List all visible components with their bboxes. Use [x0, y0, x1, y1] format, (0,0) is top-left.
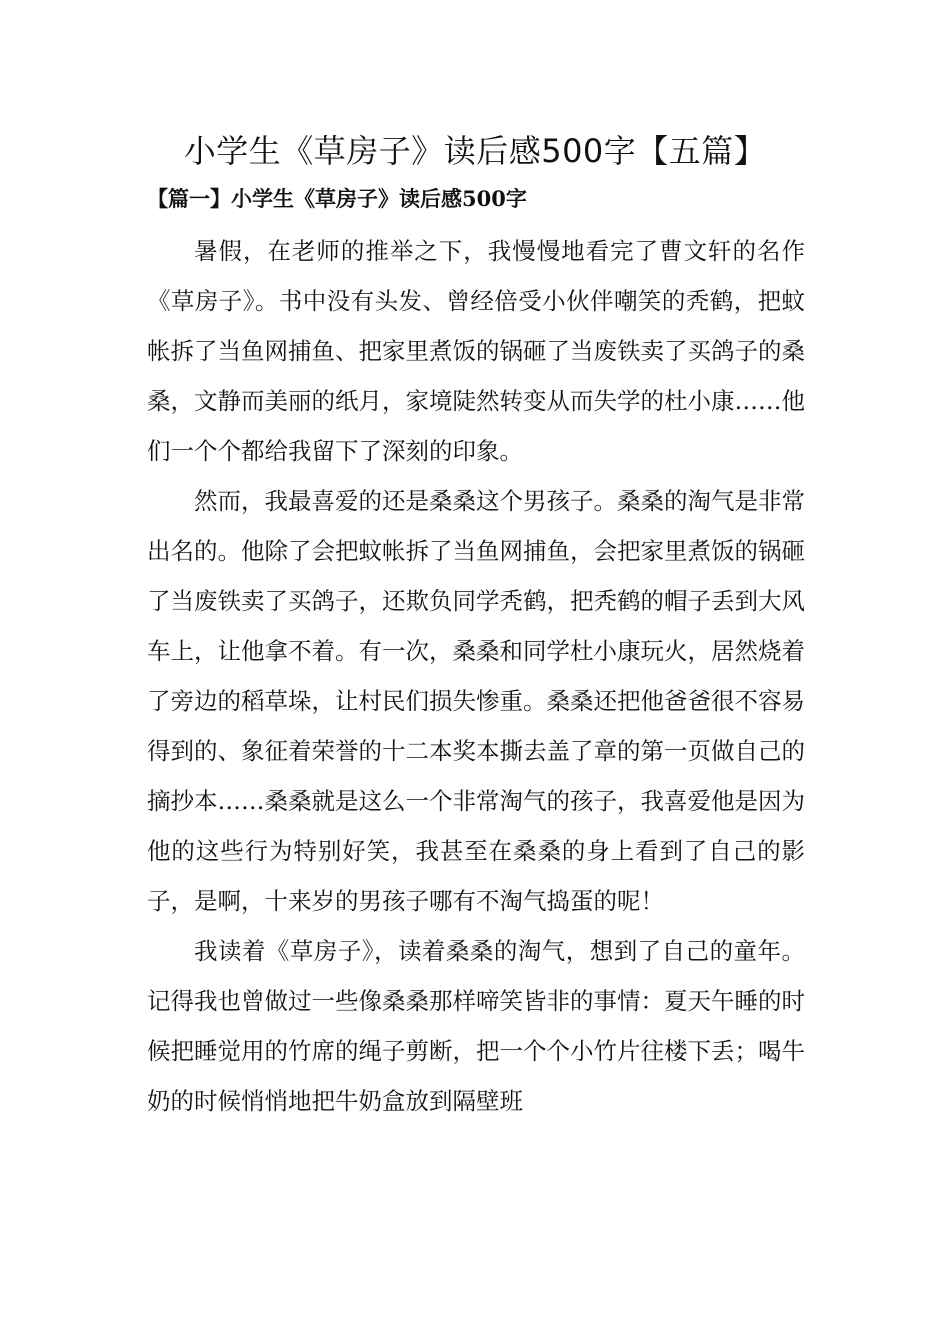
paragraph-3: 我读着《草房子》，读着桑桑的淘气，想到了自己的童年。记得我也曾做过一些像桑桑那样啼笑皆非的事情：夏天午睡的时候把睡觉用的竹席的绳子剪断，把一个个小竹片往楼下丢；喝牛奶的时候悄悄地把牛奶盒放到隔壁班 — [147, 937, 805, 1115]
paragraph-2: 然而，我最喜爱的还是桑桑这个男孩子。桑桑的淘气是非常出名的。他除了会把蚊帐拆了当鱼网捕鱼，会把家里煮饭的锅砸了当废铁卖了买鸽子，还欺负同学秃鹤，把秃鹤的帽子丢到大风车上，让他拿不着。有一次，桑桑和同学杜小康玩火，居然烧着了旁边的稻草垛，让村民们损失惨重。桑桑还把他爸爸很不容易得到的、象征着荣誉的十二本奖本撕去盖了章的第一页做自己的摘抄本……桑桑就是这么一个非常淘气的孩子，我喜爱他是因为他的这些行为特别好笑，我甚至在桑桑的身上看到了自己的影子，是啊，十来岁的男孩子哪有不淘气捣蛋的呢！ — [147, 487, 805, 915]
document-title: 小学生《草房子》读后感500字【五篇】 — [183, 132, 767, 170]
section-heading: 【篇一】小学生《草房子》读后感500字 — [147, 186, 527, 211]
article-body — [147, 226, 805, 1126]
paragraph-1: 暑假，在老师的推举之下，我慢慢地看完了曹文轩的名作《草房子》。书中没有头发、曾经倍受小伙伴嘲笑的秃鹤，把蚊帐拆了当鱼网捕鱼、把家里煮饭的锅砸了当废铁卖了买鸽子的桑桑，文静而美丽的纸月，家境陡然转变从而失学的杜小康……他们一个个都给我留下了深刻的印象。 — [147, 237, 805, 465]
